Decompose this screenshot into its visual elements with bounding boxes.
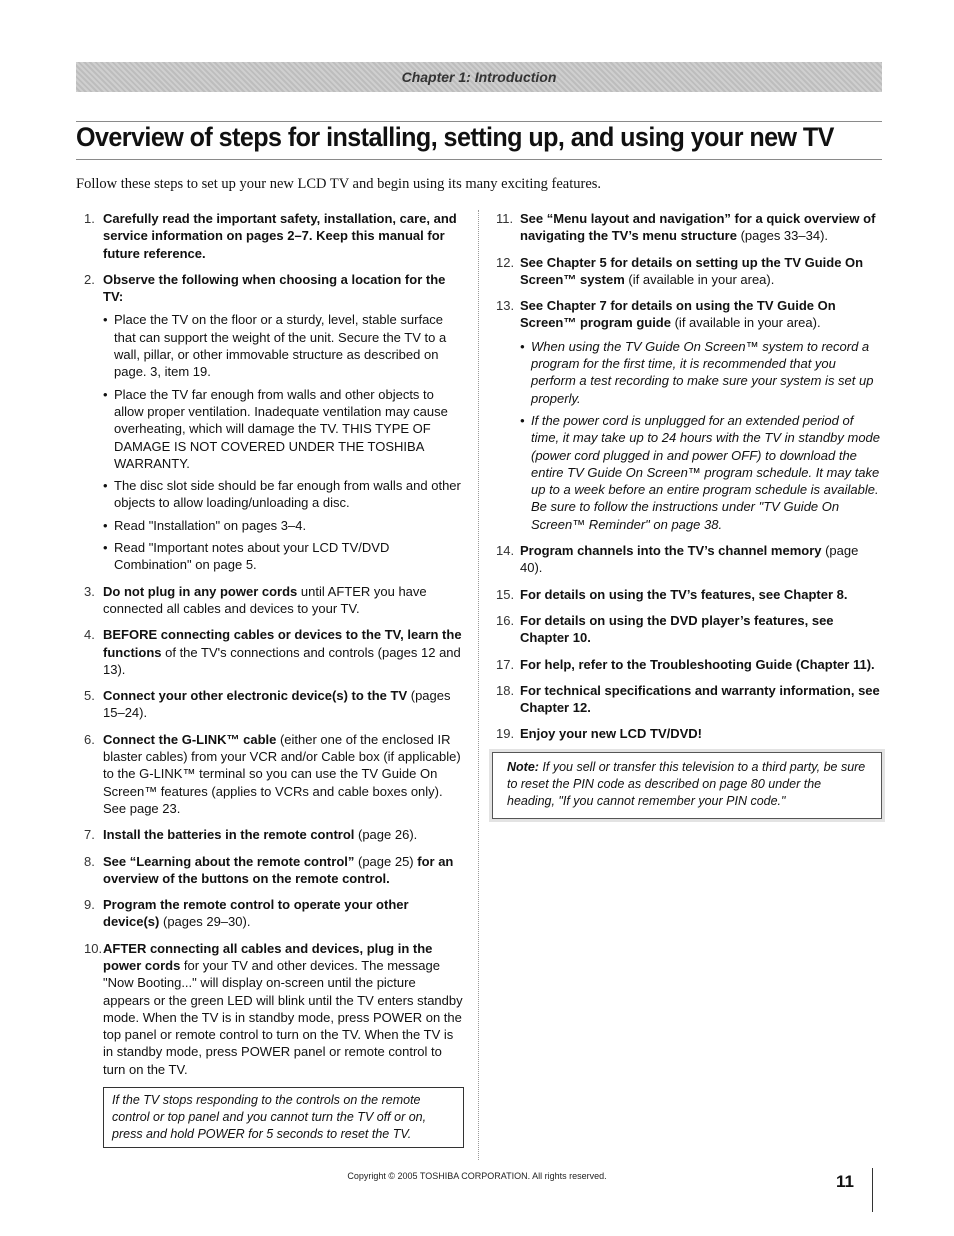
step-number: 8. [84, 853, 95, 869]
step-text: (if available in your area). [624, 271, 775, 287]
step-number: 6. [84, 731, 95, 747]
step-item [496, 254, 882, 289]
step-number: 1. [84, 211, 95, 226]
bullet-item: • If the power cord is unplugged for an extended period of time, it may take up to 24 hours with the TV in standby mode (power cord plugged in and power OFF) to download the entire TV Guide On Screen™ program schedule. It may take up to a week before an entire program schedule is available. Be sure to follow the instructions under "TV Guide On Screen™ Reminder" on page 38. [520, 412, 882, 533]
step-text: (pages 29–30). [159, 914, 251, 930]
step-item [84, 626, 464, 678]
step-item [84, 583, 464, 618]
step-number: 10. [84, 940, 103, 956]
step-bullet-list [520, 338, 882, 533]
step-number: 16. [496, 612, 515, 628]
page-number-rule [872, 1168, 873, 1212]
step-heading: See “Menu layout and navigation” for a quick overview of navigating the TV’s menu structure [520, 211, 876, 244]
bullet-item: • Place the TV on the floor or a sturdy, level, stable surface that can support the weight of the unit. Secure the TV to a wall, pillar, or other immovable structure as described on page. 3, item 19. [103, 311, 464, 380]
step-text: (page 40). [520, 543, 859, 576]
step-text: (page 26). [354, 827, 418, 843]
step-item [496, 297, 882, 533]
step-item [496, 586, 882, 603]
step-heading: For technical specifications and warranty information, see Chapter 12. [520, 682, 880, 716]
step-text: (page 25) [354, 853, 418, 869]
step-number: 11. [496, 211, 514, 226]
right-column [496, 210, 882, 819]
step-item [496, 210, 882, 245]
step-heading: See Chapter 5 for details on setting up the TV Guide On Screen™ system [520, 254, 864, 287]
reset-note-box: If the TV stops responding to the controls on the remote control or top panel and you cannot turn the TV off or on, press and hold POWER for 5 seconds to reset the TV. [103, 1087, 464, 1148]
step-number: 9. [84, 897, 95, 913]
step-number: 3. [84, 583, 95, 599]
step-heading: See Chapter 7 for details on using the TV Guide On Screen™ program guide [520, 298, 836, 331]
step-number: 4. [84, 627, 95, 643]
copyright-footer: Copyright © 2005 TOSHIBA CORPORATION. All rights reserved. [347, 1171, 607, 1181]
step-item [84, 826, 464, 843]
column-divider [478, 210, 479, 1160]
step-item [496, 542, 882, 577]
bullet-item: • Read "Important notes about your LCD TV/DVD Combination" on page 5. [103, 539, 464, 574]
step-heading: Observe the following when choosing a location for the TV: [103, 271, 446, 305]
step-item [84, 271, 464, 574]
bullet-item: • Read "Installation" on pages 3–4. [103, 517, 464, 534]
pin-note-box [492, 752, 882, 819]
step-heading: Enjoy your new LCD TV/DVD! [520, 726, 703, 742]
bullet-item: • The disc slot side should be far enough from walls and other objects to allow loading/unloading a disc. [103, 477, 464, 512]
step-heading: Program the remote control to operate your other device(s) [103, 897, 409, 930]
step-number: 7. [84, 827, 95, 843]
step-text: for your TV and other devices. The message "Now Booting..." will display on-screen until the picture appears or the green LED will blink until the TV enters standby mode. When the TV is in standby mode, press POWER on the top panel or remote control to turn on the TV. When the TV is in standby mode, press POWER panel or remote control to turn on the TV. [103, 957, 463, 1077]
step-number: 14. [496, 543, 515, 559]
step-number: 5. [84, 688, 95, 704]
chapter-header-band [76, 62, 882, 92]
note-text: If you sell or transfer this television to a third party, be sure to reset the PIN code as described on page 80 under the heading, "If you cannot remember your PIN code." [507, 759, 866, 808]
step-number: 18. [496, 682, 515, 698]
bullet-item: • When using the TV Guide On Screen™ system to record a program for the first time, it is recommended that you perform a test recording to make sure your system is set up properly. [520, 338, 882, 407]
step-heading: Program channels into the TV’s channel memory [520, 543, 822, 559]
step-item [496, 725, 882, 742]
right-steps-list [496, 210, 882, 743]
step-heading: Connect your other electronic device(s) to the TV [103, 688, 408, 704]
step-item [84, 731, 464, 817]
step-number: 12. [496, 254, 515, 270]
step-item [496, 682, 882, 717]
step-heading: For help, refer to the Troubleshooting Guide (Chapter 11). [520, 656, 875, 672]
step-heading: AFTER connecting all cables and devices, plug in the power cords [103, 940, 433, 973]
step-number: 17. [496, 656, 515, 672]
step-number: 15. [496, 586, 515, 602]
step-item [84, 853, 464, 888]
chapter-label: Chapter 1: Introduction [401, 69, 557, 85]
step-heading: Do not plug in any power cords [103, 583, 298, 599]
page-title: Overview of steps for installing, setting up, and using your new TV [76, 122, 834, 152]
intro-text: Follow these steps to set up your new LCD TV and begin using its many exciting features. [76, 176, 602, 192]
step-text: of the TV's connections and controls (pages 12 and 13). [103, 644, 461, 677]
step-heading: For details on using the DVD player’s features, see Chapter 10. [520, 612, 834, 646]
step-item [84, 940, 464, 1078]
step-text: until AFTER you have connected all cables and devices to your TV. [103, 583, 427, 616]
step-heading: Install the batteries in the remote control [103, 827, 355, 843]
step-heading: See “Learning about the remote control” [103, 853, 355, 869]
left-steps-list [84, 210, 464, 1078]
step-heading-continued: for an overview of the buttons on the remote control. [103, 853, 454, 886]
step-item [84, 896, 464, 931]
step-heading: For details on using the TV’s features, see Chapter 8. [520, 586, 848, 602]
title-rule [76, 159, 882, 160]
step-text: (pages 15–24). [103, 688, 451, 721]
step-heading: Carefully read the important safety, installation, care, and service information on pages 2–7. Keep this manual for future reference. [103, 211, 457, 261]
bullet-item: • Place the TV far enough from walls and other objects to allow proper ventilation. Inadequate ventilation may cause overheating, which will damage the TV. THIS TYPE OF DAMAGE IS NOT COVERED UNDER THE TOSHIBA WARRANTY. [103, 386, 464, 472]
note-label: Note: [507, 759, 539, 774]
step-heading: BEFORE connecting cables or devices to the TV, learn the functions [103, 627, 462, 660]
step-heading: Connect the G-LINK™ cable [103, 731, 277, 747]
step-text: (either one of the enclosed IR blaster cables) from your VCR and/or Cable box (if applicable) to the G-LINK™ terminal so you can use the TV Guide On Screen™ features (applies to VCRs and cable boxes only). See page 23. [103, 731, 461, 816]
left-column [84, 210, 464, 1148]
step-text: (pages 33–34). [736, 228, 829, 244]
step-number: 2. [84, 271, 95, 287]
step-number: 13. [496, 298, 515, 314]
page-number: 11 [836, 1172, 854, 1191]
step-item [496, 656, 882, 673]
step-item [84, 210, 464, 262]
step-item [496, 612, 882, 647]
step-item [84, 687, 464, 722]
step-bullet-list [103, 311, 464, 573]
step-number: 19. [496, 726, 515, 742]
step-text: (if available in your area). [670, 315, 821, 331]
